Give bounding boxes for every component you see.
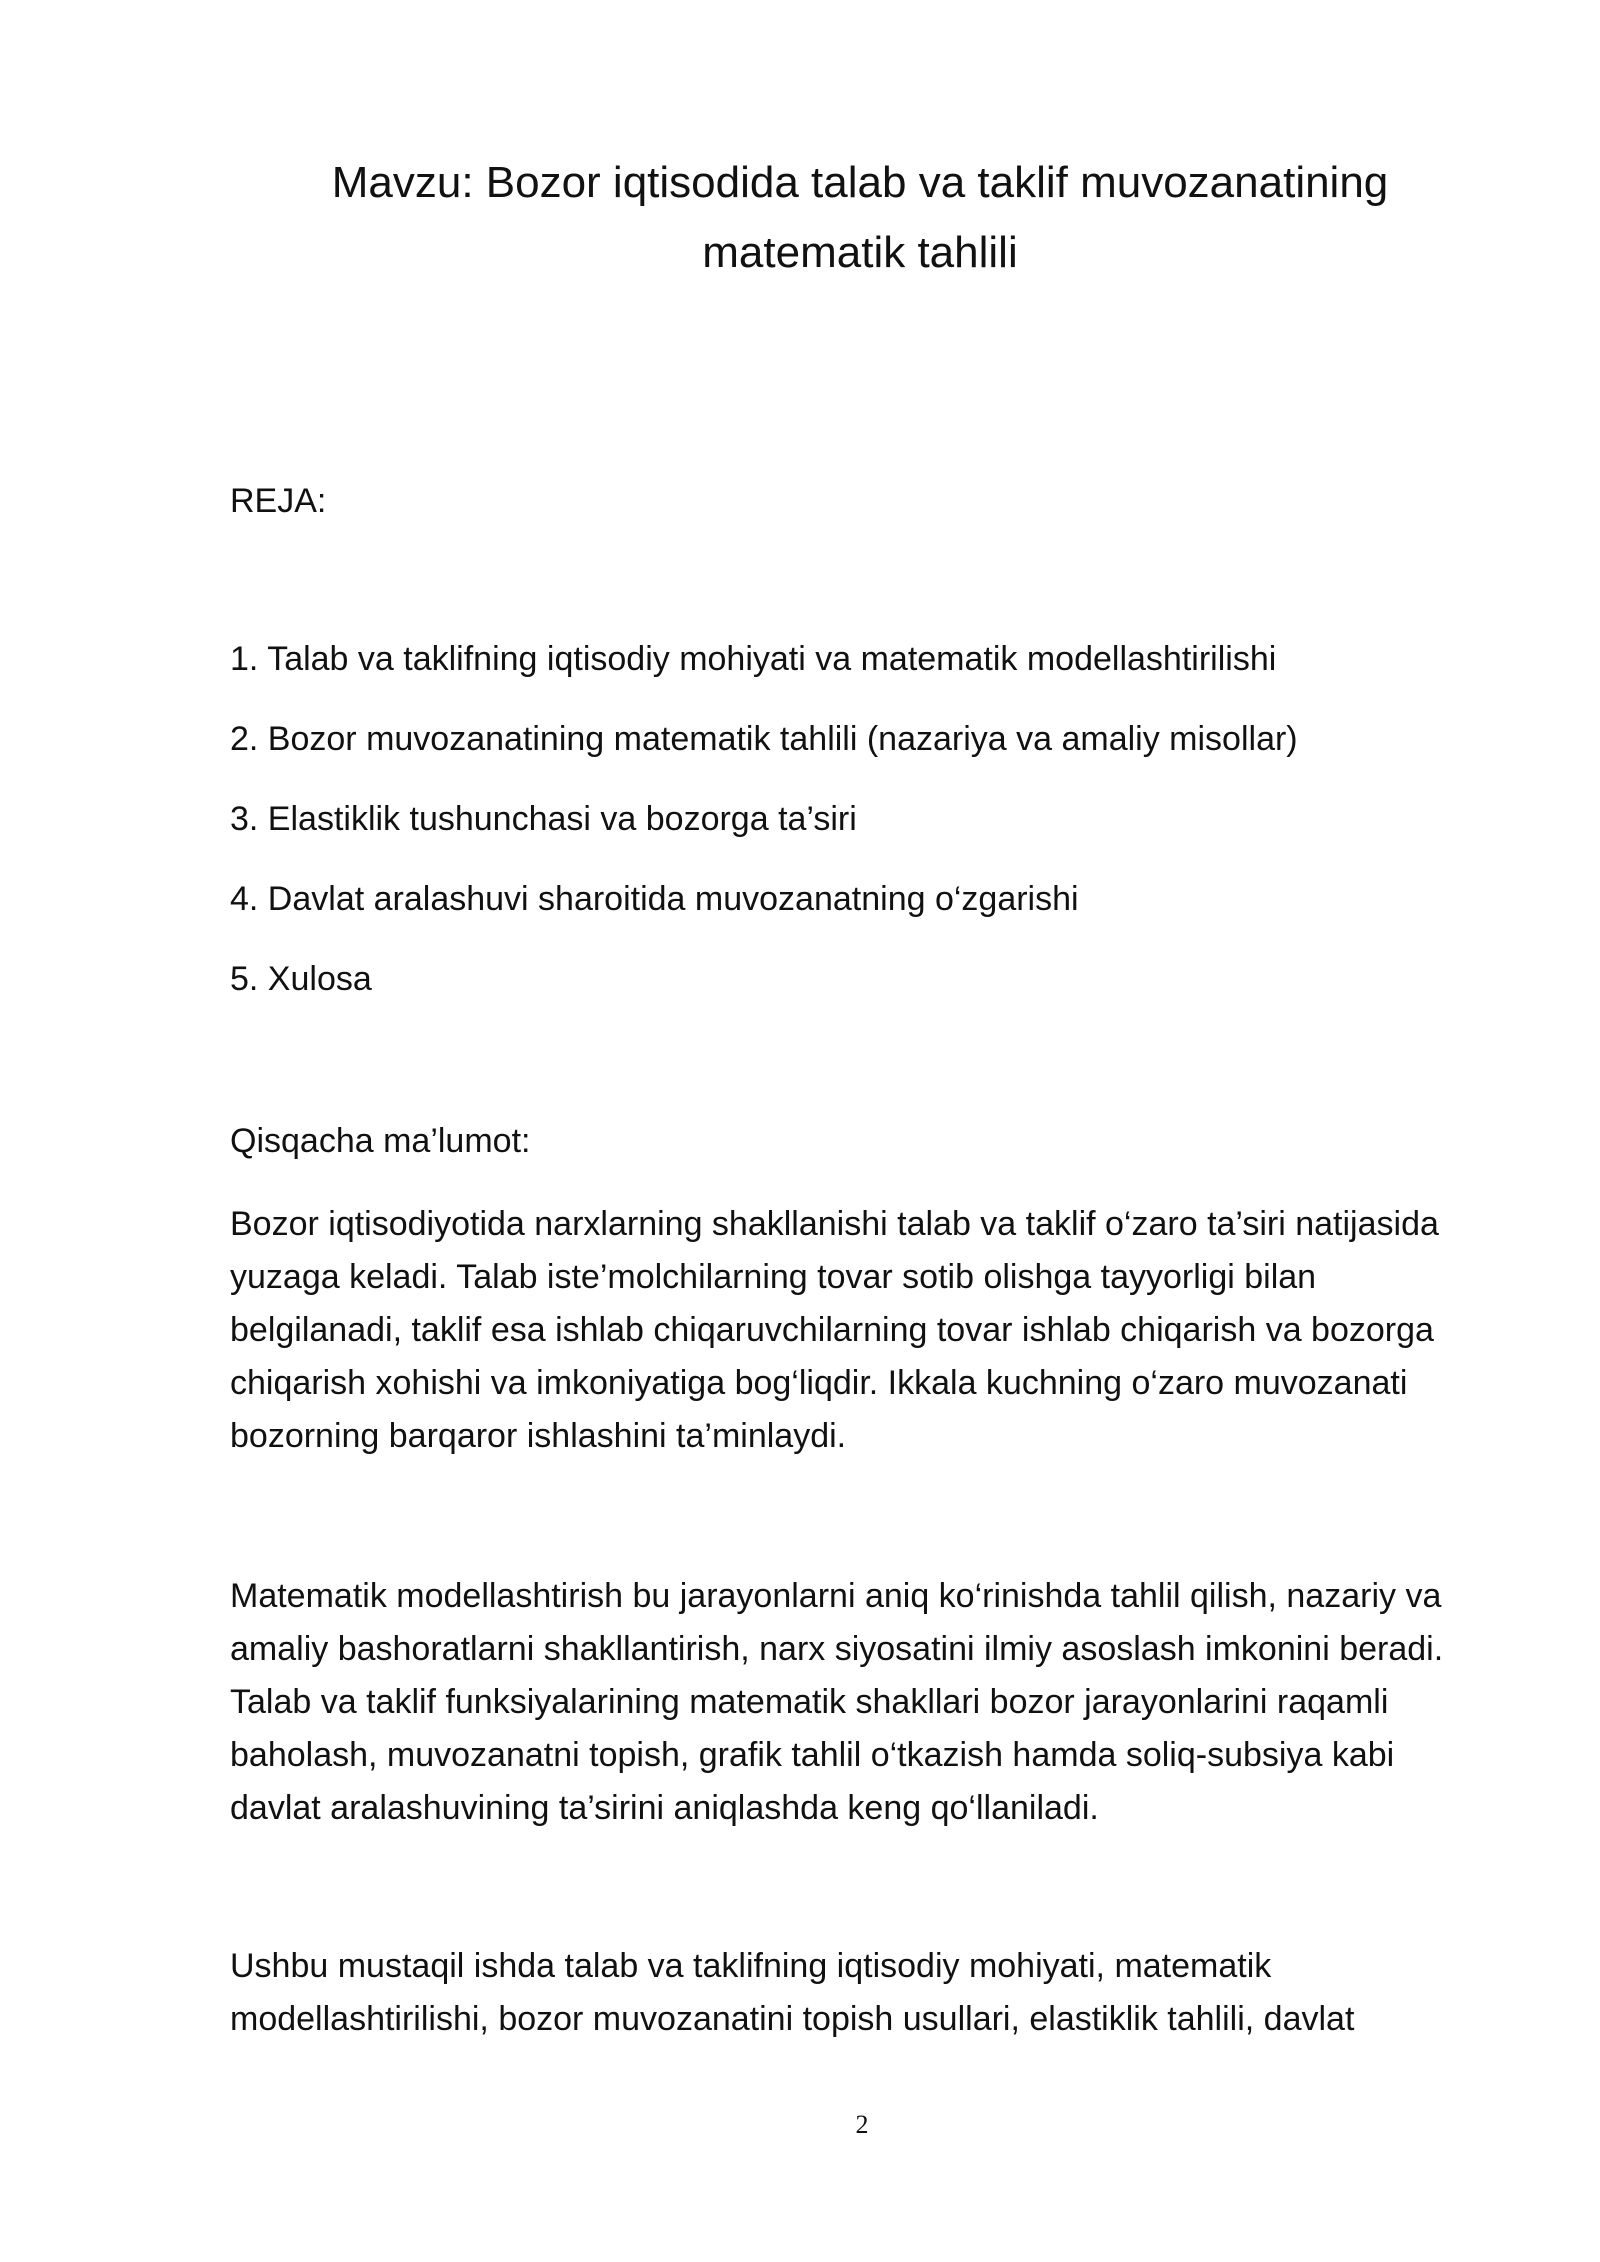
paragraph-line: Ushbu mustaqil ishda talab va taklifning iqtisodiy mohiyati, matematik	[230, 1947, 1272, 1985]
paragraph-line: Talab va taklif funksiyalarining matematik shakllari bozor jarayonlarini raqamli	[230, 1683, 1389, 1721]
plan-item: 2. Bozor muvozanatining matematik tahlili (nazariya va amaliy misollar)	[230, 720, 1298, 758]
title-line-2: matematik tahlili	[702, 228, 1018, 277]
paragraph-line: chiqarish xohishi va imkoniyatiga bog‘liqdir. Ikkala kuchning o‘zaro muvozanati	[230, 1364, 1408, 1402]
plan-item: 4. Davlat aralashuvi sharoitida muvozanatning o‘zgarishi	[230, 880, 1079, 918]
paragraph-line: yuzaga keladi. Talab iste’molchilarning tovar sotib olishga tayyorligi bilan	[230, 1258, 1317, 1296]
plan-item: 5. Xulosa	[230, 960, 372, 998]
paragraph-line: bozorning barqaror ishlashini ta’minlaydi.	[230, 1417, 847, 1455]
paragraph-line: modellashtirilishi, bozor muvozanatini topish usullari, elastiklik tahlili, davlat	[230, 2000, 1355, 2038]
paragraph-line: amaliy bashoratlarni shakllantirish, narx siyosatini ilmiy asoslash imkonini beradi.	[230, 1630, 1444, 1668]
paragraph-line: Matematik modellashtirish bu jarayonlarni aniq ko‘rinishda tahlil qilish, nazariy va	[230, 1577, 1442, 1615]
page-title	[230, 148, 1490, 288]
plan-list	[230, 636, 1298, 1036]
paragraph-line: davlat aralashuvining ta’sirini aniqlashda keng qo‘llaniladi.	[230, 1789, 1099, 1827]
summary-heading: Qisqacha ma’lumot:	[230, 1122, 531, 1160]
paragraph-line: Bozor iqtisodiyotida narxlarning shakllanishi talab va taklif o‘zaro ta’siri natijasida	[230, 1205, 1439, 1243]
body-paragraph-3	[230, 1940, 1500, 2046]
title-line-1: Mavzu: Bozor iqtisodida talab va taklif muvozanatining	[331, 158, 1389, 207]
plan-item: 3. Elastiklik tushunchasi va bozorga ta’siri	[230, 800, 857, 838]
paragraph-line: belgilanadi, taklif esa ishlab chiqaruvchilarning tovar ishlab chiqarish va bozorga	[230, 1311, 1434, 1349]
paragraph-line: baholash, muvozanatni topish, grafik tahlil o‘tkazish hamda soliq-subsiya kabi	[230, 1736, 1395, 1774]
plan-item: 1. Talab va taklifning iqtisodiy mohiyati va matematik modellashtirilishi	[230, 640, 1277, 678]
page-number: 2	[855, 2110, 869, 2139]
body-paragraph-1	[230, 1198, 1500, 1463]
body-paragraph-2	[230, 1570, 1500, 1835]
plan-heading: REJA:	[230, 482, 327, 520]
